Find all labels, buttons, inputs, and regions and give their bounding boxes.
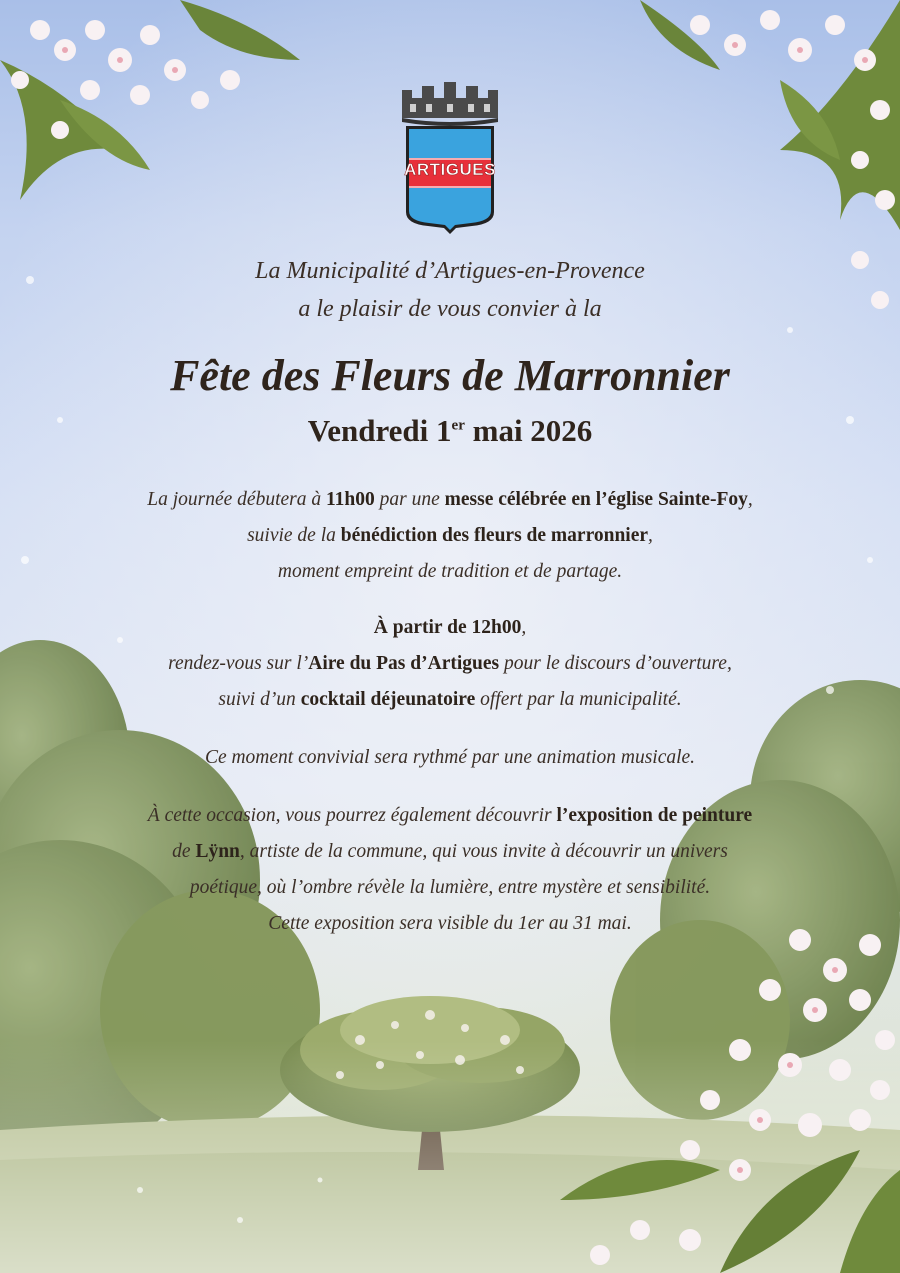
paragraph-mass [90, 482, 810, 590]
paragraph-line: À cette occasion, vous pourrez également découvrir l’exposition de peinture [147, 805, 753, 826]
paragraph-line: rendez-vous sur l’Aire du Pas d’Artigues pour le discours d’ouverture, [168, 653, 732, 674]
paragraph-opening [90, 610, 810, 718]
cocktail-highlight: cocktail déjeunatoire [300, 689, 476, 710]
event-date [100, 408, 800, 454]
paragraph-line: Ce moment convivial sera rythmé par une animation musicale. [204, 747, 696, 768]
venue-name: Aire du Pas d’Artigues [308, 653, 500, 674]
mass-location: messe célébrée en l’église Sainte-Foy [444, 489, 748, 510]
date-month-year: mai 2026 [464, 413, 593, 448]
castle-crown-shield-icon [400, 82, 500, 234]
paragraph-line: À partir de 12h00, [373, 617, 527, 638]
paragraph-line: Cette exposition sera visible du 1er au 31 mai. [268, 913, 632, 934]
intro-line-1: La Municipalité d’Artigues-en-Provence [255, 258, 645, 284]
paragraph-music [90, 740, 810, 776]
crest-label: ARTIGUES [404, 160, 496, 179]
paragraph-exhibition [90, 798, 810, 942]
date-day: Vendredi 1 [307, 413, 452, 448]
paragraph-line: suivi d’un cocktail déjeunatoire offert par la municipalité. [218, 689, 682, 710]
paragraph-line: de Lÿnn, artiste de la commune, qui vous invite à découvrir un univers [172, 841, 728, 862]
opening-time: À partir de 12h00 [373, 617, 522, 638]
paragraph-line: La journée débutera à 11h00 par une messe célébrée en l’église Sainte-Foy, [147, 489, 753, 510]
paragraph-line: poétique, où l’ombre révèle la lumière, entre mystère et sensibilité. [189, 877, 711, 898]
intro-line-2: a le plaisir de vous convier à la [298, 296, 602, 322]
exhibition-highlight: l’exposition de peinture [556, 805, 753, 826]
event-title: Fête des Fleurs de Marronnier [170, 351, 730, 400]
paragraph-line: suivie de la bénédiction des fleurs de marronnier, [247, 525, 653, 546]
artist-name: Lÿnn [195, 841, 240, 862]
blessing-highlight: bénédiction des fleurs de marronnier [340, 525, 649, 546]
town-crest [400, 82, 500, 234]
date-ordinal: er [451, 417, 465, 434]
paragraph-line: moment empreint de tradition et de partage. [277, 561, 623, 582]
mass-time: 11h00 [325, 489, 375, 510]
